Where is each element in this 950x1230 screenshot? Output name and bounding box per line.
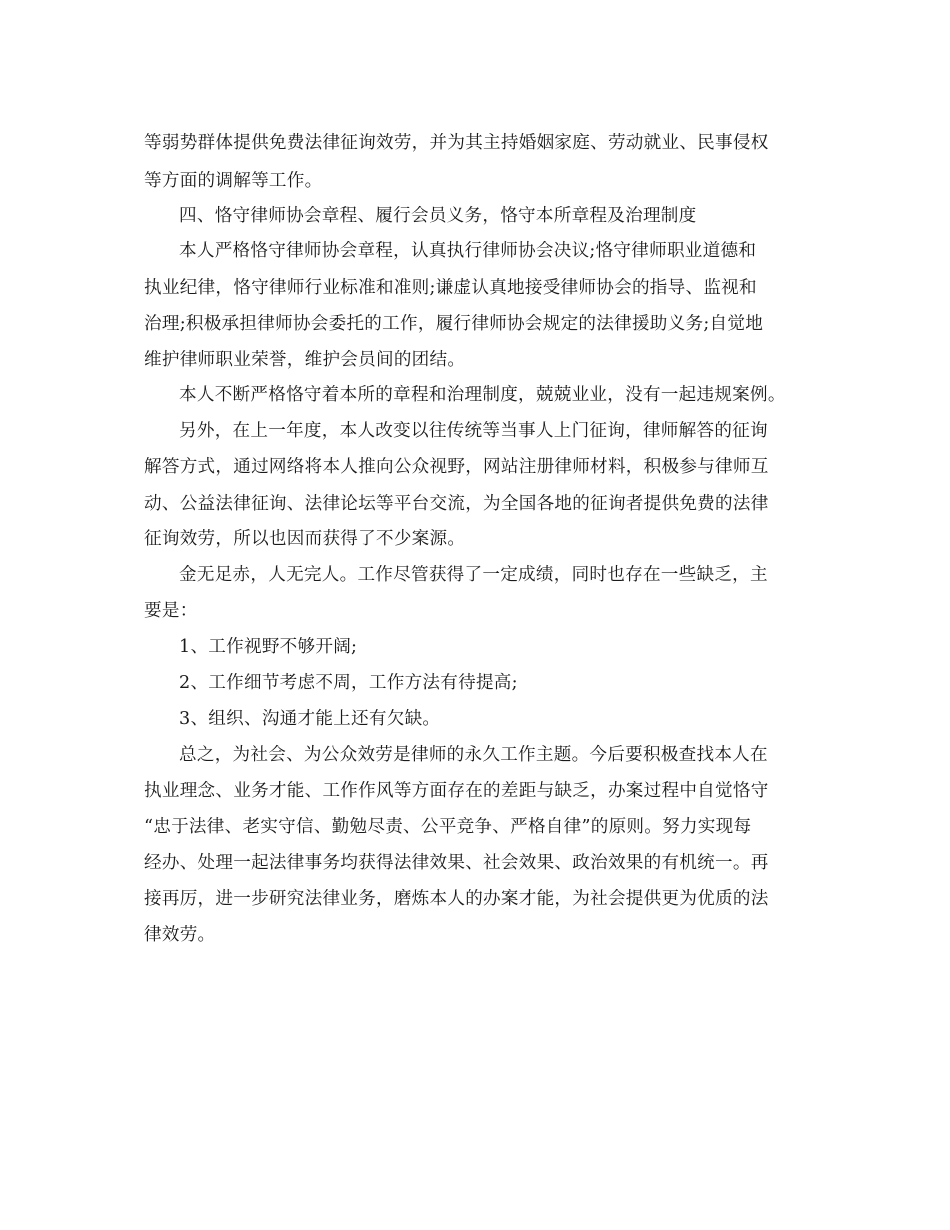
text-line: 维护律师职业荣誉，维护会员间的团结。 <box>144 350 466 370</box>
text-line: 执业纪律，恪守律师行业标准和准则;谦虚认真地接受律师协会的指导、监视和 <box>144 278 757 298</box>
section-heading: 四、恪守律师协会章程、履行会员义务，恪守本所章程及治理制度 <box>179 206 697 226</box>
text-line: 征询效劳，所以也因而获得了不少案源。 <box>144 529 466 549</box>
text-line: 接再厉，进一步研究法律业务，磨炼本人的办案才能，为社会提供更为优质的法 <box>144 889 769 909</box>
text-line: “忠于法律、老实守信、勤勉尽责、公平竞争、严格自律”的原则。努力实现每 <box>144 817 752 837</box>
text-line: 执业理念、业务才能、工作作风等方面存在的差距与缺乏，办案过程中自觉恪守 <box>144 781 769 801</box>
text-line: 本人不断严格恪守着本所的章程和治理制度，兢兢业业，没有一起违规案例。 <box>179 385 786 405</box>
text-line: 律效劳。 <box>144 925 216 945</box>
text-line: 经办、处理一起法律事务均获得法律效果、社会效果、政治效果的有机统一。再 <box>144 853 769 873</box>
text-line: 另外，在上一年度，本人改变以往传统等当事人上门征询，律师解答的征询 <box>179 421 768 441</box>
text-line: 动、公益法律征询、法律论坛等平台交流，为全国各地的征询者提供免费的法律 <box>144 494 769 514</box>
text-line: 本人严格恪守律师协会章程，认真执行律师协会决议;恪守律师职业道德和 <box>179 241 757 261</box>
text-line: 治理;积极承担律师协会委托的工作，履行律师协会规定的法律援助义务;自觉地 <box>144 314 764 334</box>
text-line: 等方面的调解等工作。 <box>144 171 323 191</box>
text-line: 金无足赤，人无完人。工作尽管获得了一定成绩，同时也存在一些缺乏，主 <box>179 565 768 585</box>
text-line: 要是： <box>144 601 198 621</box>
text-line: 等弱势群体提供免费法律征询效劳，并为其主持婚姻家庭、劳动就业、民事侵权 <box>144 133 769 153</box>
list-item: 2、工作细节考虑不周，工作方法有待提高; <box>179 673 518 693</box>
list-item: 3、组织、沟通才能上还有欠缺。 <box>179 709 441 729</box>
text-line: 总之，为社会、为公众效劳是律师的永久工作主题。今后要积极查找本人在 <box>179 745 768 765</box>
list-item: 1、工作视野不够开阔; <box>179 637 358 657</box>
text-line: 解答方式，通过网络将本人推向公众视野，网站注册律师材料，积极参与律师互 <box>144 457 769 477</box>
